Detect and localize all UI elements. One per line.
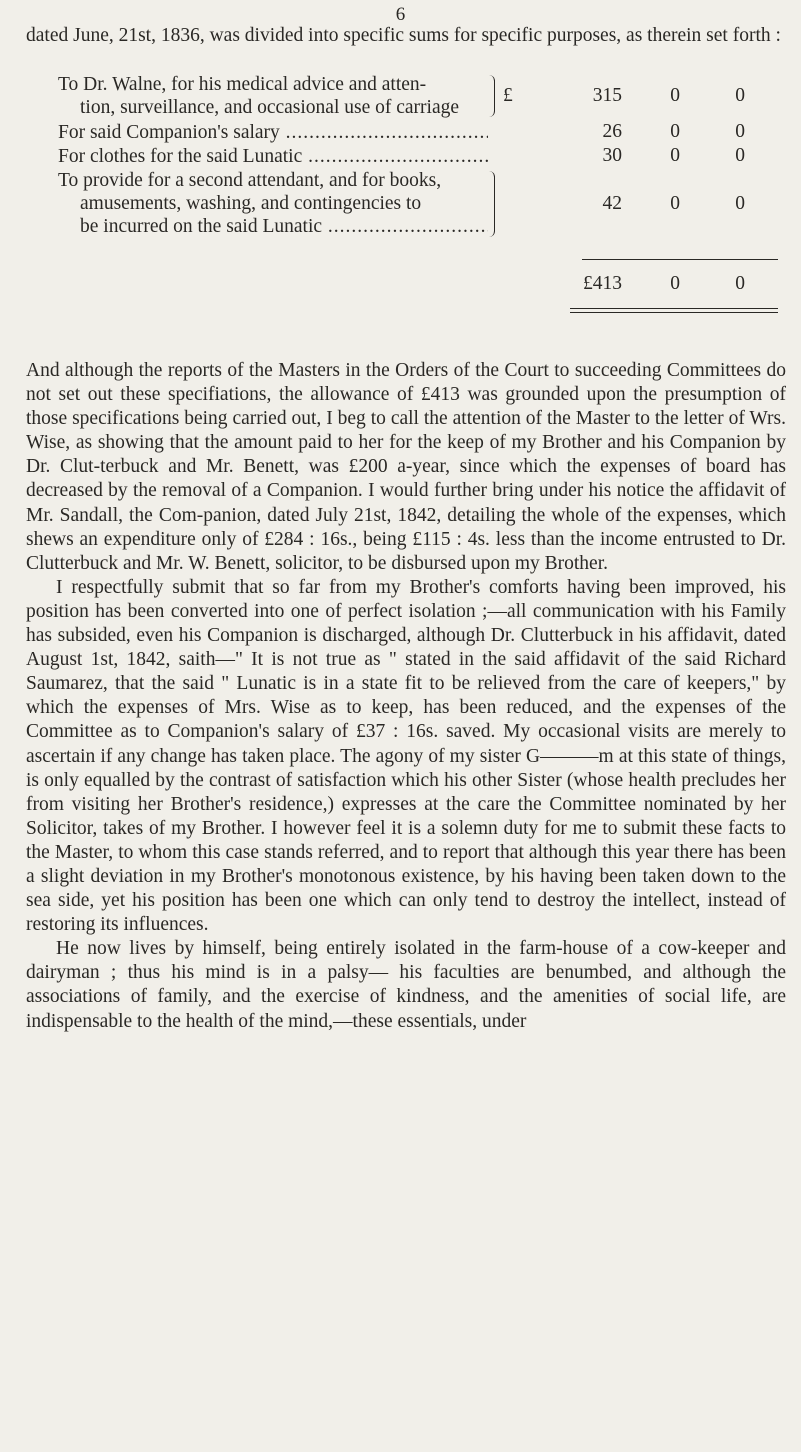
body-text xyxy=(26,359,786,1034)
brace xyxy=(489,171,495,237)
paragraph: And although the reports of the Masters in the Orders of the Court to succeeding Committees do not set out these specifiations, the allowance of £413 was grounded upon the presumption of those specifications being carried out, I beg to call the attention of the Master to the letter of Wrs. Wise, as showing that the amount paid to her for the keep of my Brother and his Companion by Dr. Clut-terbuck and Mr. Benett, was £200 a-year, since which the expenses of board has decreased by the removal of a Companion. I would further bring under his notice the affidavit of Mr. Sandall, the Com-panion, dated July 21st, 1842, detailing the whole of the expenses, which shews an expenditure only of £284 : 16s., being £115 : 4s. less than the income entrusted to Dr. Clutterbuck and Mr. W. Benett, solicitor, to be disbursed upon my Brother. xyxy=(26,360,786,574)
amount-pounds: 42 xyxy=(602,193,622,214)
amount-pounds: 26 xyxy=(602,121,622,142)
entry-description xyxy=(58,145,488,168)
total-pence: 0 xyxy=(735,273,745,294)
ledger-entry-second-attendant xyxy=(0,169,801,241)
amount-pounds: 30 xyxy=(602,145,622,166)
brace xyxy=(489,75,495,117)
amount-shillings: 0 xyxy=(670,121,680,142)
entry-line: be incurred on the said Lunatic ..... xyxy=(58,215,488,238)
ledger-entry-medical xyxy=(0,73,801,121)
paragraph: I respectfully submit that so far from my Brother's comforts having been improved, his position has been converted into one of perfect isolation ;—all communication with his Family has subsided, even his Companion is discharged, although Dr. Clutterbuck in his affidavit, dated August 1st, 1842, saith—" It is not true as " stated in the said affidavit of the said Richard Saumarez, that the said " Lunatic is in a state fit to be relieved from the care of keepers," by which the expenses of Mrs. Wise as to keep, has been reduced, and the expenses of the Committee as to Companion's salary of £37 : 16s. saved. My occasional visits are merely to ascertain if any change has taken place. The agony of my sister G———m at this state of things, is only equalled by the contrast of satisfaction which his other Sister (whose health precludes her from visiting her Brother's residence,) expresses at the care the Committee nominated by her Solicitor, takes of my Brother. I however feel it is a solemn duty for me to submit these facts to the Master, to whom this case stands referred, and to report that although this year there has been a slight deviation in my Brother's monotonous existence, by his having been taken down to the sea side, yet his position has been one which can only tend to destroy the intellect, instead of restoring its influences. xyxy=(26,576,786,936)
sum-rule xyxy=(582,259,778,260)
ledger-entry-companion-salary xyxy=(0,121,801,145)
entry-line: To Dr. Walne, for his medical advice and atten- xyxy=(58,74,427,95)
amount-shillings: 0 xyxy=(670,85,680,106)
total-double-rule xyxy=(570,312,778,313)
intro-text: dated June, 21st, 1836, was divided into specific sums for specific purposes, as therein set forth : xyxy=(26,25,781,46)
total-shillings: 0 xyxy=(670,273,680,294)
entry-line: tion, surveillance, and occasional use of carriage xyxy=(80,97,460,118)
entry-line: amusements, washing, and contingencies to xyxy=(80,193,422,214)
total-double-rule xyxy=(570,308,778,309)
amount-shillings: 0 xyxy=(670,145,680,166)
amount-pence: 0 xyxy=(735,121,745,142)
amount-pence: 0 xyxy=(735,145,745,166)
entry-line: For clothes for the said Lunatic ..... xyxy=(58,145,488,168)
entry-description xyxy=(58,169,488,238)
amount-pence: 0 xyxy=(735,85,745,106)
amount-shillings: 0 xyxy=(670,193,680,214)
currency-symbol: £ xyxy=(503,85,513,106)
page-number: 6 xyxy=(395,4,406,25)
entry-description xyxy=(58,73,488,119)
entry-line: To provide for a second attendant, and for books, xyxy=(58,170,442,191)
entry-line: For said Companion's salary ..... xyxy=(58,121,488,144)
entry-description xyxy=(58,121,488,144)
amount-pounds: 315 xyxy=(592,85,622,106)
ledger-total xyxy=(0,273,801,299)
ledger-entry-clothes xyxy=(0,145,801,169)
total-pounds: £413 xyxy=(583,273,622,294)
amount-pence: 0 xyxy=(735,193,745,214)
paragraph: He now lives by himself, being entirely isolated in the farm-house of a cow-keeper and dairyman ; thus his mind is in a palsy— his faculties are benumbed, and although the associations of family, and the exercise of kindness, and the amenities of social life, are indispensable to the health of the mind,—these essentials, under xyxy=(26,938,786,1032)
